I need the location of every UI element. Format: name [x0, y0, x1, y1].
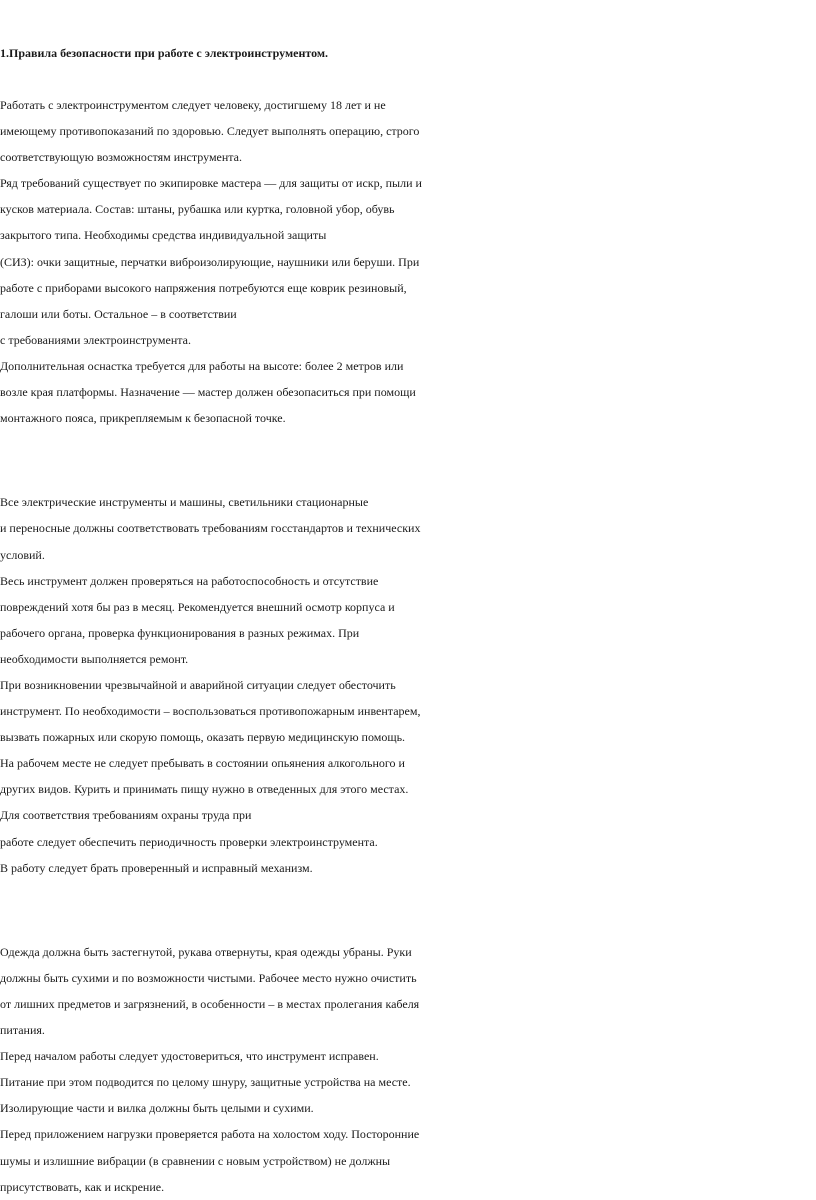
- text-line: с требованиями электроинструмента.: [0, 332, 191, 347]
- text-line: работе следует обеспечить периодичность проверки электроинструмента.: [0, 834, 378, 849]
- document-heading: 1.Правила безопасности при работе с электроинструментом.: [0, 46, 329, 60]
- text-line: присутствовать, как и искрение.: [0, 1179, 165, 1194]
- text-line: Перед приложением нагрузки проверяется работа на холостом ходу. Посторонние: [0, 1127, 420, 1142]
- text-line: рабочего органа, проверка функционирования в разных режимах. При: [0, 625, 360, 640]
- document-body: [0, 92, 816, 1200]
- text-line: Ряд требований существует по экипировке мастера — для защиты от искр, пыли и: [0, 176, 422, 191]
- text-line: условий.: [0, 547, 45, 562]
- text-line: кусков материала. Состав: штаны, рубашка или куртка, головной убор, обувь: [0, 202, 395, 217]
- text-line: При возникновении чрезвычайной и аварийной ситуации следует обесточить: [0, 677, 396, 692]
- text-line: имеющему противопоказаний по здоровью. Следует выполнять операцию, строго: [0, 124, 420, 139]
- text-line: Работать с электроинструментом следует человеку, достигшему 18 лет и не: [0, 98, 386, 112]
- text-line: В работу следует брать проверенный и исправный механизм.: [0, 860, 313, 875]
- text-line: Изолирующие части и вилка должны быть целыми и сухими.: [0, 1101, 314, 1116]
- text-line: Дополнительная оснастка требуется для работы на высоте: более 2 метров или: [0, 358, 404, 373]
- text-line: шумы и излишние вибрации (в сравнении с новым устройством) не должны: [0, 1153, 391, 1168]
- text-line: от лишних предметов и загрязнений, в особенности – в местах пролегания кабеля: [0, 997, 420, 1011]
- text-line: Все электрические инструменты и машины, светильники стационарные: [0, 495, 369, 510]
- text-line: закрытого типа. Необходимы средства индивидуальной защиты: [0, 228, 327, 243]
- text-line: Для соответствия требованиям охраны труда при: [0, 808, 252, 823]
- text-line: (СИЗ): очки защитные, перчатки виброизолирующие, наушники или беруши. При: [0, 254, 420, 269]
- text-line: и переносные должны соответствовать требованиям госстандартов и технических: [0, 521, 421, 536]
- text-line: Перед началом работы следует удостовериться, что инструмент исправен.: [0, 1049, 379, 1064]
- text-line: питания.: [0, 1023, 45, 1038]
- text-line: возле края платформы. Назначение — мастер должен обезопаситься при помощи: [0, 385, 416, 400]
- text-line: других видов. Курить и принимать пищу нужно в отведенных для этого местах.: [0, 782, 409, 797]
- text-line: соответствующую возможностям инструмента.: [0, 150, 243, 165]
- text-line: работе с приборами высокого напряжения потребуются еще коврик резиновый,: [0, 280, 407, 295]
- text-line: галоши или боты. Остальное – в соответствии: [0, 306, 237, 321]
- text-line: вызвать пожарных или скорую помощь, оказать первую медицинскую помощь.: [0, 730, 406, 745]
- text-line: Весь инструмент должен проверяться на работоспособность и отсутствие: [0, 573, 379, 588]
- text-line: инструмент. По необходимости – воспользоваться противопожарным инвентарем,: [0, 704, 421, 719]
- text-line: монтажного пояса, прикрепляемым к безопасной точке.: [0, 411, 286, 426]
- text-line: должны быть сухими и по возможности чистыми. Рабочее место нужно очистить: [0, 970, 417, 985]
- heading-spacer: [0, 66, 816, 92]
- text-line: необходимости выполняется ремонт.: [0, 651, 189, 666]
- text-line: повреждений хотя бы раз в месяц. Рекомендуется внешний осмотр корпуса и: [0, 599, 395, 614]
- text-line: Питание при этом подводится по целому шнуру, защитные устройства на месте.: [0, 1075, 411, 1090]
- text-line: На рабочем месте не следует пребывать в состоянии опьянения алкогольного и: [0, 756, 405, 771]
- text-line: Одежда должна быть застегнутой, рукава отвернуты, края одежды убраны. Руки: [0, 944, 412, 959]
- paragraph-gap: [0, 897, 816, 923]
- paragraph-gap: [0, 447, 816, 473]
